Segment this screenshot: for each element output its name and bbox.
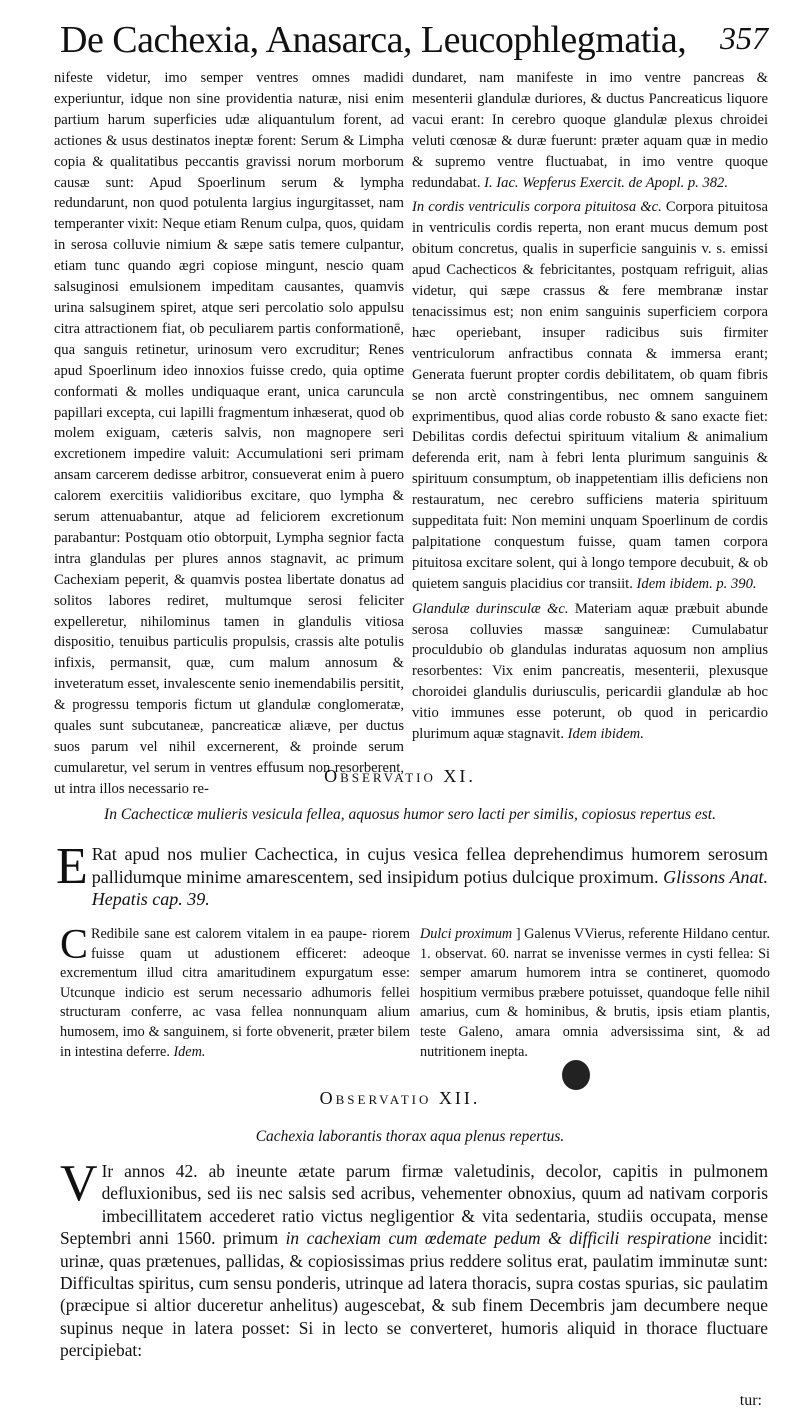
observation-12-body: V Ir annos 42. ab ineunte ætate parum firmæ valetudinis, decolor, capitis in pulmonem defluxionibus, sed iis nec salsis sed acribus, vehementer obnoxius, quum ad nativam corporis imbecillitatem accederet ratio victus negligentior & vita sedentaria, studiis occupata, mense Septembri anni 1560. primum in cachexiam cum œdemate pedum & difficili respiratione incidit: urinæ, quas prætenues, pallidas, & copiosissimas prius reddere solitus erat, paulatim imminutæ sunt: Difficultas spiritus, cum sensu ponderis, utrinque ad latera thoracis, supra costas spurias, sic paulatim (præcipue si altior duceretur anhelitus) augescebat, & sub finem Decembris jam decumbere neque supinus neque in latera posset: Si in lecto se converteret, humoris aliquid in thorace fluctuare percipiebat: xyxy=(60,1155,768,1361)
citation-idem-3: Idem. xyxy=(173,1043,206,1060)
left-column-text: nifeste videtur, imo semper ventres omnes madidi experiuntur, idque non sine providentia naturæ, nisi enim partium harum superficies udæ aliquantulum forent, ad actiones & usus destinatos ineptæ forent: Serum & Limpha copia & qualitatibus peccantis gravissi norum morborum causæ sunt: Apud Spoerlinum serum & lympha redundarunt, non quod potulenta largius ingurgitasset, nam temperanter vixit: Neque etiam Renum culpa, quos, quidam in serosa colluvie nimium & sæpe satis temere culpantur, etiam tunc quando ægri copiose mingunt, nescio quam salsuginosi emulsionem impeditam causantes, quamvis urina salsuginem spiret, atque seri percolatio solo appulsu citra attractionem fiat, ob peculiarem partis conformationē, qua sanguis retinetur, urinosum vero excruditur; Renes apud Spoerlinum ideo innoxios fuisse credo, quia optime conformati & molles undiquaque erant, unica caruncula papillari excepta, cui lapilli fragmentum inhæserat, quod ob molem exiguam, cæteris salvis, non magnopere seri excretionem impedire valuit: Accumulationi seri primam ansam carcerem dedisse arbitror, consueverat enim à puero calorem exercitiis validioribus excitare, quo lympha & serum attenuabantur, atque ad feliciorem excretionum parabantur: Postquam otio obtorpuit, Lympha segnior facta intra glandulas per plures annos stagnavit, ac primum Cachexiam peperit, & quamvis postea libertate donatus ad solitos labores rediret, multumque serosi feliciter expelleretur, nihilominus tamen in glandulis vitiosa dispositio, tenuibus particulis propulsis, crassis alte potulis infixis, permansit, quæ, cum malum annosum & inveteratum esset, invalescente senio inemendabilis persitit, & progressu temporis fictum ut glandulæ conglomeratæ, quales sunt subcutaneæ, pancreaticæ aliæve, per ductus suos parum vel nihil excernerent, & proinde serum cumularetur, vel serum in ventres effusum non resorberent, ut intra illos necessario re- xyxy=(54,70,404,797)
observation-12-subtitle: Cachexia laborantis thorax aqua plenus repertus. xyxy=(255,1128,565,1145)
lemma-cordis: In cordis ventriculis corpora pituitosa &c. xyxy=(412,199,662,216)
right-column xyxy=(412,68,768,758)
observation-11-body: E Rat apud nos mulier Cachectica, in cujus vesica fellea deprehendimus humorem serosum pallidumque minime amarescentem, sed insipidum potius dulcique proximum. Glissons Anat. Hepatis cap. 39. xyxy=(56,838,769,910)
right-paragraph-1: dundaret, nam manifeste in imo ventre pancreas & mesenterii glandulæ duriores, & ductus Pancreaticus liquore vacui erant: In cerebro quoque glandulæ plexus chroidei veluti cœnosæ & duræ fuerunt: præter aquam quæ in medio & supremo ventre fluctuabat, in imo ventre quoque redundabat. I. Iac. Wepferus Exercit. de Apopl. p. 382. xyxy=(412,70,768,191)
drop-cap-c: C xyxy=(60,922,89,968)
citation-glisson: Glissons Anat. Hepatis cap. 39. xyxy=(91,866,769,910)
right-paragraph-3: Glandulæ durinsculæ &c. Materiam aquæ præbuit abunde serosa colluvies massæ sanguineæ: Cumulabatur proculdubio ob glandulas induratas aquosum non amplius resorbentes: Vix enim pancreatis, mesenterii, plexusque choroidei glandulis duriusculis, pericardii glandulæ ab hoc vitio immunes esse poterunt, ob quod in pericardio plurimum aquæ stagnavit. Idem ibidem. xyxy=(412,600,768,743)
running-title: De Cachexia, Anasarca, Leucophlegmatia, xyxy=(60,19,687,61)
lemma-glandulae: Glandulæ durinsculæ &c. xyxy=(412,600,569,617)
drop-cap-e: E xyxy=(56,838,88,895)
observation-11-heading: Observatio XI. xyxy=(324,766,476,786)
running-header xyxy=(60,18,768,70)
observation-12-heading: Observatio XII. xyxy=(319,1088,481,1108)
drop-cap-v: V xyxy=(60,1155,98,1212)
citation-idem-2: Idem ibidem. xyxy=(567,726,644,743)
right-paragraph-2: In cordis ventriculis corpora pituitosa &c. Corpora pituitosa in ventriculis cordis reperta, non erant mucus demum post obitum concretus, qualis in superficie sanguinis v. s. emissi apud Cachecticos & febricitantes, postquam refriguit, alias videtur, qui sæpe crassus & fere membranæ instar tenacissimus est; non enim sanguinis superficiem corpora hæc operiebant, insuper radicibus suis firmiter ventriculorum anfractibus connata & immersa erant; Generata fuerunt propter cordis debilitatem, ob quam fibris se non arctè constringentibus, nec omnem sanguinem exprimentibus, quod alias corde robusto & sano exacte fiet: Debilitas cordis defectui spirituum vitalium & animalium deferenda erit, nam à febri lenta plurimum sanguinis & spirituum consumptum, ob inappetentiam illis deficiens non restauratum, nec cerebro sufficiens materia spirituum suppeditata fuit: Non memini unquam Spoerlinum de cordis palpitatione conquestum fuisse, quam tamen corpora pituitosa excitare solent, qui à longo tempore decubuit, & ob quietem sanguis placidius cor transiit. Idem ibidem. p. 390. xyxy=(412,199,768,592)
observation-11-note: Dulci proximum ] Galenus VVierus, referente Hildano centur. 1. observat. 60. narrat se invenisse vermes in cysti fellea: Si semper amarum humorem intra se contineret, quomodo hospitium vermibus præbere potuisset, quandoque felle nihil amarius, cum & hominibus, & brutis, ipsis etiam plantis, teste Galeno, amara omnia adversissima sint, & ad nutritionem inepta. xyxy=(420,926,771,1060)
observation-11-scholion: C Redibile sane est calorem vitalem in ea paupe- riorem fuisse quam ut adustionem efficeret: adeoque excrementum illud citra amaritudinem expurgatum esse: Utcunque indicio est serum necessario adhumoris fellei structuram conferre, ac vasa fellea nonnunquam alium humosem, imo & sanguinem, si forte obvenerit, præter bilem in intestina deferre. Idem. xyxy=(60,922,410,1060)
ink-stain xyxy=(562,1060,590,1090)
citation-wepfer: I. Iac. Wepferus Exercit. de Apopl. p. 382. xyxy=(484,174,728,191)
citation-idem: Idem ibidem. p. 390. xyxy=(636,575,757,592)
observation-11-subtitle: In Cachecticæ mulieris vesicula fellea, aquosus humor sero lacti per similis, copiosus repertus est. xyxy=(104,806,716,823)
catchword: tur: xyxy=(739,1392,762,1409)
lemma-dulci: Dulci proximum xyxy=(420,926,513,942)
page-number: 357 xyxy=(720,20,768,56)
